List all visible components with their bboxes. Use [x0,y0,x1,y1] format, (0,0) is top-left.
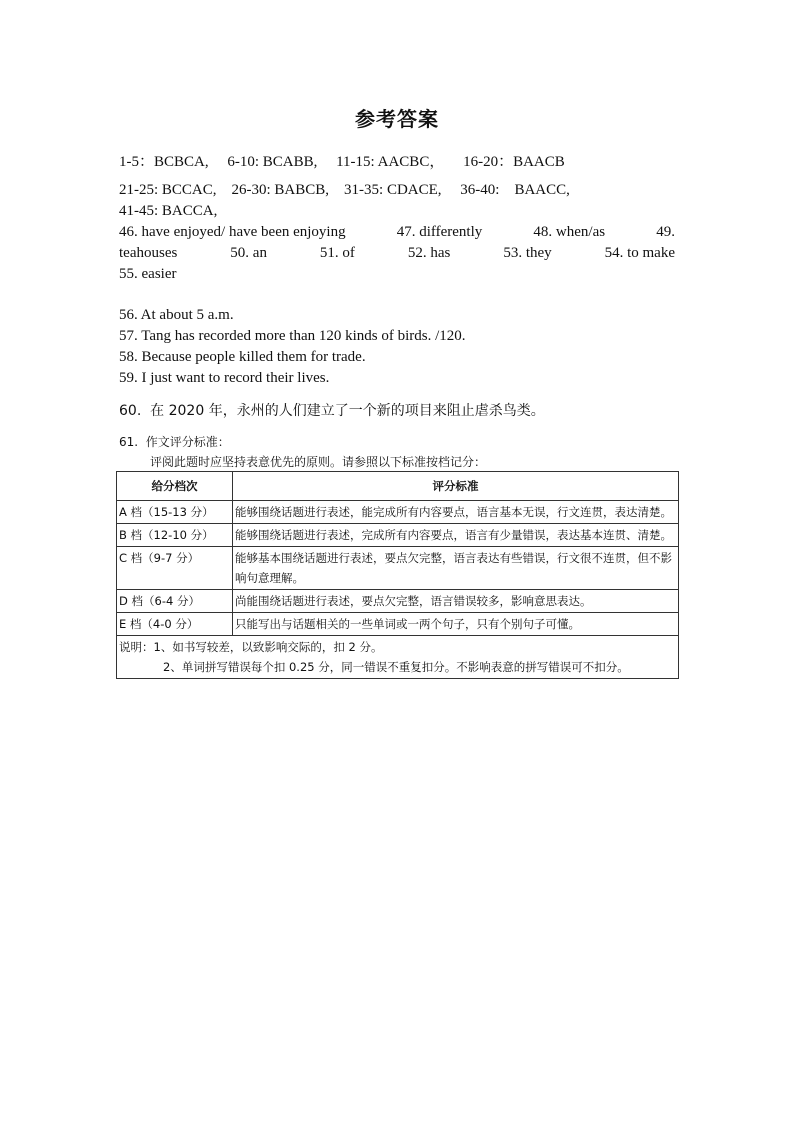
table-row [117,501,679,524]
table-row [117,590,679,613]
answer-55: 55. easier [119,266,177,282]
answer-51: 51. of [319,245,355,261]
criteria-header: 评分标准 [233,472,679,501]
answer-56: 56. At about 5 a.m. [119,307,234,323]
rubric-table [116,471,679,679]
criteria-cell: 尚能围绕话题进行表述，要点欠完整，语言错误较多，影响意思表达。 [233,590,679,613]
grade-cell: A 档（15-13 分） [117,501,233,524]
grade-cell: C 档（9-7 分） [117,547,233,590]
criteria-cell: 能够围绕话题进行表述，完成所有内容要点，语言有少量错误，表达基本连贯、清楚。 [233,524,679,547]
rubric-intro: 评阅此题时应坚持表意优先的原则。请参照以下标准按档记分： [150,455,487,469]
note-1: 说明：1、如书写较差，以致影响交际的，扣 2 分。 [119,640,383,654]
rubric-header-row [117,472,679,501]
grade-cell: B 档（12-10 分） [117,524,233,547]
answers-41-45: 41-45: BACCA, [119,203,218,219]
answer-50: 50. an [230,245,267,261]
answers-46-49 [119,224,675,241]
table-row [117,524,679,547]
page-title: 参考答案 [355,107,439,131]
grade-cell: E 档（4-0 分） [117,613,233,636]
grade-header: 给分档次 [117,472,233,501]
criteria-cell: 能够围绕话题进行表述，能完成所有内容要点，语言基本无误，行文连贯，表达清楚。 [233,501,679,524]
answers-21-40: 21-25: BCCAC, 26-30: BABCB, 31-35: CDACE, 36-40: BAACC, [119,182,570,198]
answers-49-54 [119,245,675,262]
note-2: 2、单词拼写错误每个扣 0.25 分，同一错误不重复扣分。不影响表意的拼写错误可不扣分。 [163,660,629,674]
notes-cell [117,636,679,679]
answer-52: 52. has [407,245,451,261]
notes-row [117,636,679,679]
table-row [117,613,679,636]
answer-54: 54. to make [604,245,675,261]
answer-48: 48. when/as [533,224,606,240]
grade-cell: D 档（6-4 分） [117,590,233,613]
answer-53: 53. they [503,245,552,261]
answer-49-number: 49. [656,224,675,240]
criteria-cell: 只能写出与话题相关的一些单词或一两个句子，只有个别句子可懂。 [233,613,679,636]
answer-49: teahouses [119,245,178,261]
table-row [117,547,679,590]
answer-59: 59. I just want to record their lives. [119,370,330,386]
answer-46: 46. have enjoyed/ have been enjoying [119,224,346,240]
answer-47: 47. differently [396,224,483,240]
answer-58: 58. Because people killed them for trade. [119,349,366,365]
answer-60: 60. 在 2020 年，永州的人们建立了一个新的项目来阻止虐杀鸟类。 [119,403,545,419]
criteria-cell: 能够基本围绕话题进行表述，要点欠完整，语言表达有些错误，行文很不连贯，但不影响句意理解。 [233,547,679,590]
answer-57: 57. Tang has recorded more than 120 kinds of birds. /120. [119,328,466,344]
answers-1-20: 1-5：BCBCA, 6-10: BCABB, 11-15: AACBC， 16-20：BAACB [119,154,565,170]
answer-61-heading: 61. 作文评分标准： [119,435,230,449]
